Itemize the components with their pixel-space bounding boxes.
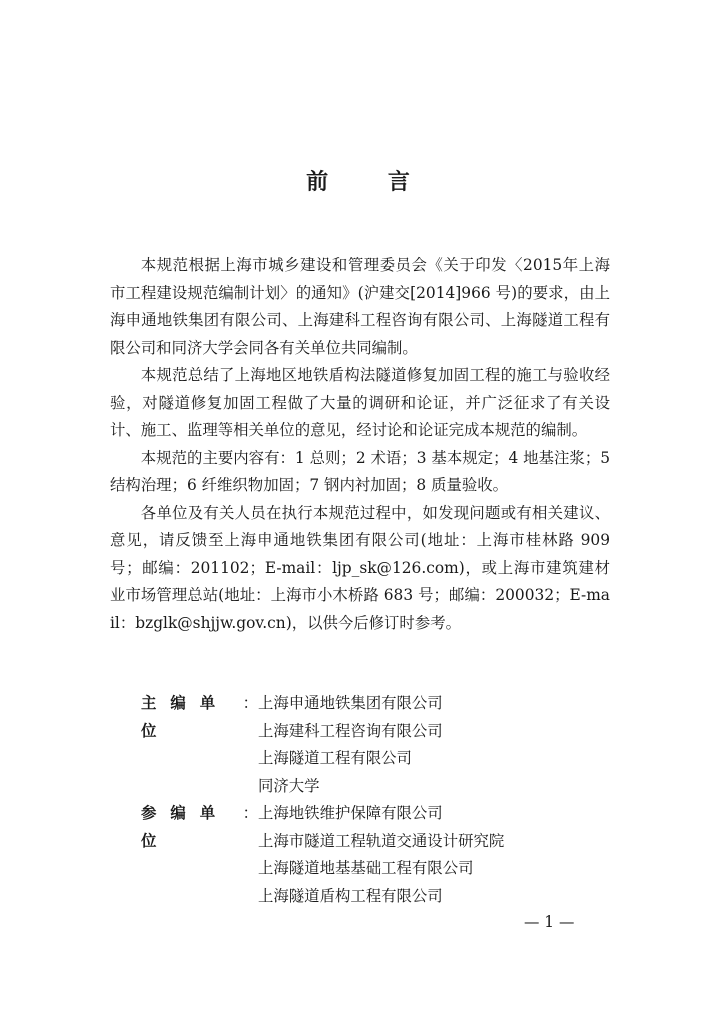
list-item: 上海地铁维护保障有限公司 bbox=[258, 804, 443, 822]
chief-units-colon: ： bbox=[242, 694, 258, 712]
participating-units-label-group bbox=[110, 800, 258, 910]
participating-units-label: 参编单位 bbox=[141, 804, 230, 850]
paragraph-main-contents: 本规范的主要内容有：1 总则；2 术语；3 基本规定；4 地基注浆；5 结构治理；6 纤维织物加固；7 钢内衬加固；8 质量验收。 bbox=[110, 448, 610, 494]
chief-units-label-group bbox=[110, 690, 258, 800]
participating-units-colon: ： bbox=[242, 804, 258, 822]
list-item: 上海隧道地基基础工程有限公司 bbox=[258, 859, 474, 877]
page-number: — 1 — bbox=[524, 913, 575, 931]
list-item: 上海申通地铁集团有限公司 bbox=[258, 694, 443, 712]
participating-units-list bbox=[258, 800, 610, 910]
compiling-units bbox=[110, 690, 610, 910]
list-item: 同济大学 bbox=[258, 776, 320, 795]
page-title: 前 言 bbox=[306, 170, 436, 195]
list-item: 上海隧道工程有限公司 bbox=[258, 749, 412, 767]
paragraph-summary: 本规范总结了上海地区地铁盾构法隧道修复加固工程的施工与验收经验，对隧道修复加固工程做了大量的调研和论证，并广泛征求了有关设计、施工、监理等相关单位的意见，经讨论和论证完成本规范的编制。 bbox=[110, 366, 610, 439]
participating-units-block bbox=[110, 800, 610, 910]
chief-units-block bbox=[110, 690, 610, 800]
preface-body bbox=[110, 252, 610, 637]
chief-units-label: 主编单位 bbox=[141, 694, 230, 740]
list-item: 上海隧道盾构工程有限公司 bbox=[258, 886, 443, 905]
chief-units-list bbox=[258, 690, 610, 800]
paragraph-compilation-basis: 本规范根据上海市城乡建设和管理委员会《关于印发〈2015年上海市工程建设规范编制计划〉的通知》(沪建交[2014]966 号)的要求，由上海申通地铁集团有限公司、上海建科工程咨询有限公司、上海隧道工程有限公司和同济大学会同各有关单位共同编制。 bbox=[110, 256, 610, 357]
list-item: 上海市隧道工程轨道交通设计研究院 bbox=[258, 831, 505, 850]
list-item: 上海建科工程咨询有限公司 bbox=[258, 721, 443, 740]
paragraph-feedback-contact: 各单位及有关人员在执行本规范过程中，如发现问题或有相关建议、意见，请反馈至上海申通地铁集团有限公司(地址：上海市桂林路 909 号；邮编：201102；E-mail：ljp_sk@126.com)，或上海市建筑建材业市场管理总站(地址：上海市小木桥路 683 号；邮编：200032；E-mail：bzglk@shjjw.gov.cn)，以供今后修订时参考。 bbox=[110, 503, 610, 632]
